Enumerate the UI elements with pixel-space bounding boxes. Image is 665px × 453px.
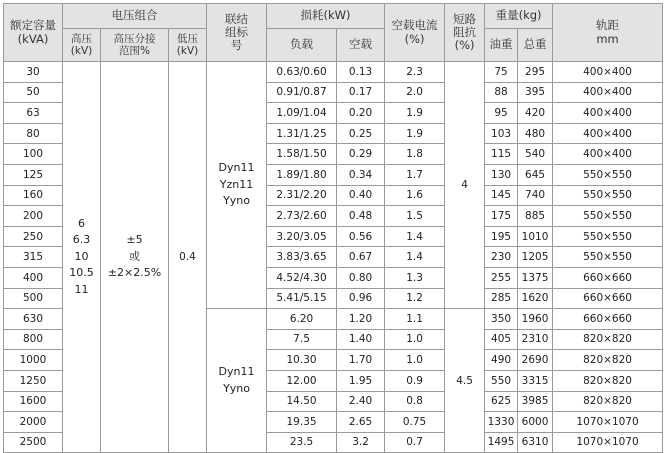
cell-oil-weight: 130 [485, 164, 518, 185]
cell-total-weight: 1010 [518, 226, 553, 247]
cell-gauge: 400×400 [553, 103, 663, 124]
header-tap-range: 高压分接 范围% [101, 29, 169, 62]
cell-noload-loss: 0.20 [337, 103, 385, 124]
cell-noload-current: 1.9 [385, 103, 445, 124]
cell-noload-current: 1.8 [385, 144, 445, 165]
cell-capacity: 1250 [4, 370, 63, 391]
header-voltage-group: 电压组合 [63, 4, 207, 29]
cell-gauge: 660×660 [553, 267, 663, 288]
cell-noload-loss: 0.40 [337, 185, 385, 206]
cell-capacity: 2500 [4, 432, 63, 453]
cell-load-loss: 2.73/2.60 [267, 206, 337, 227]
cell-load-loss: 19.35 [267, 412, 337, 433]
header-loss: 损耗(kW) [267, 4, 385, 29]
cell-noload-current: 1.5 [385, 206, 445, 227]
cell-noload-loss: 1.95 [337, 370, 385, 391]
cell-load-loss: 6.20 [267, 309, 337, 330]
cell-oil-weight: 75 [485, 62, 518, 83]
cell-load-loss: 7.5 [267, 329, 337, 350]
cell-noload-loss: 0.13 [337, 62, 385, 83]
cell-total-weight: 1960 [518, 309, 553, 330]
cell-oil-weight: 1330 [485, 412, 518, 433]
header-capacity: 额定容量 (kVA) [4, 4, 63, 62]
cell-noload-loss: 0.80 [337, 267, 385, 288]
cell-oil-weight: 1495 [485, 432, 518, 453]
cell-oil-weight: 95 [485, 103, 518, 124]
cell-oil-weight: 103 [485, 123, 518, 144]
cell-noload-loss: 0.25 [337, 123, 385, 144]
header-total-weight: 总重 [518, 29, 553, 62]
cell-tap-range: ±5 或 ±2×2.5% [101, 62, 169, 453]
cell-noload-loss: 0.48 [337, 206, 385, 227]
cell-gauge: 550×550 [553, 185, 663, 206]
cell-capacity: 125 [4, 164, 63, 185]
cell-load-loss: 3.20/3.05 [267, 226, 337, 247]
cell-noload-current: 0.75 [385, 412, 445, 433]
cell-capacity: 1000 [4, 350, 63, 371]
transformer-spec-table [3, 3, 663, 453]
table-row [4, 62, 663, 83]
cell-load-loss: 5.41/5.15 [267, 288, 337, 309]
cell-total-weight: 1620 [518, 288, 553, 309]
cell-noload-current: 1.9 [385, 123, 445, 144]
cell-gauge: 550×550 [553, 206, 663, 227]
cell-noload-loss: 0.34 [337, 164, 385, 185]
cell-total-weight: 1205 [518, 247, 553, 268]
cell-capacity: 800 [4, 329, 63, 350]
cell-oil-weight: 405 [485, 329, 518, 350]
cell-total-weight: 1375 [518, 267, 553, 288]
cell-gauge: 400×400 [553, 62, 663, 83]
cell-oil-weight: 550 [485, 370, 518, 391]
cell-capacity: 315 [4, 247, 63, 268]
cell-gauge: 1070×1070 [553, 412, 663, 433]
cell-gauge: 1070×1070 [553, 432, 663, 453]
cell-gauge: 400×400 [553, 123, 663, 144]
cell-oil-weight: 350 [485, 309, 518, 330]
cell-noload-current: 1.0 [385, 350, 445, 371]
header-weight: 重量(kg) [485, 4, 553, 29]
cell-capacity: 630 [4, 309, 63, 330]
cell-total-weight: 395 [518, 82, 553, 103]
cell-oil-weight: 175 [485, 206, 518, 227]
cell-load-loss: 0.63/0.60 [267, 62, 337, 83]
table-header [4, 4, 663, 62]
cell-vector-group-b: Dyn11 Yyno [207, 309, 267, 453]
cell-noload-current: 2.0 [385, 82, 445, 103]
cell-noload-loss: 2.65 [337, 412, 385, 433]
cell-oil-weight: 285 [485, 288, 518, 309]
cell-capacity: 100 [4, 144, 63, 165]
cell-noload-loss: 0.67 [337, 247, 385, 268]
cell-noload-loss: 0.29 [337, 144, 385, 165]
cell-load-loss: 14.50 [267, 391, 337, 412]
cell-noload-current: 0.7 [385, 432, 445, 453]
cell-hv-voltage: 6 6.3 10 10.5 11 [63, 62, 101, 453]
header-load-loss: 负载 [267, 29, 337, 62]
header-noload-loss: 空载 [337, 29, 385, 62]
header-lv: 低压 (kV) [169, 29, 207, 62]
table-body [4, 62, 663, 453]
cell-oil-weight: 88 [485, 82, 518, 103]
cell-noload-current: 1.6 [385, 185, 445, 206]
cell-oil-weight: 230 [485, 247, 518, 268]
cell-total-weight: 295 [518, 62, 553, 83]
cell-noload-current: 1.2 [385, 288, 445, 309]
header-noload-current: 空载电流 (%) [385, 4, 445, 62]
header-vector-group: 联结 组标 号 [207, 4, 267, 62]
cell-oil-weight: 115 [485, 144, 518, 165]
header-oil-weight: 油重 [485, 29, 518, 62]
cell-total-weight: 480 [518, 123, 553, 144]
cell-capacity: 80 [4, 123, 63, 144]
cell-gauge: 820×820 [553, 329, 663, 350]
cell-noload-current: 1.0 [385, 329, 445, 350]
cell-capacity: 160 [4, 185, 63, 206]
cell-gauge: 660×660 [553, 309, 663, 330]
cell-total-weight: 6310 [518, 432, 553, 453]
cell-total-weight: 3985 [518, 391, 553, 412]
cell-capacity: 200 [4, 206, 63, 227]
cell-total-weight: 885 [518, 206, 553, 227]
cell-gauge: 400×400 [553, 82, 663, 103]
cell-oil-weight: 195 [485, 226, 518, 247]
cell-lv-voltage: 0.4 [169, 62, 207, 453]
cell-noload-current: 1.4 [385, 226, 445, 247]
cell-noload-current: 1.7 [385, 164, 445, 185]
cell-gauge: 820×820 [553, 350, 663, 371]
cell-capacity: 250 [4, 226, 63, 247]
cell-total-weight: 420 [518, 103, 553, 124]
cell-capacity: 1600 [4, 391, 63, 412]
cell-total-weight: 3315 [518, 370, 553, 391]
cell-gauge: 660×660 [553, 288, 663, 309]
cell-oil-weight: 145 [485, 185, 518, 206]
cell-noload-current: 1.3 [385, 267, 445, 288]
cell-gauge: 820×820 [553, 391, 663, 412]
header-impedance: 短路 阻抗 (%) [445, 4, 485, 62]
cell-noload-loss: 1.40 [337, 329, 385, 350]
cell-load-loss: 1.58/1.50 [267, 144, 337, 165]
cell-noload-loss: 0.17 [337, 82, 385, 103]
cell-total-weight: 645 [518, 164, 553, 185]
cell-capacity: 50 [4, 82, 63, 103]
cell-gauge: 820×820 [553, 370, 663, 391]
cell-noload-current: 0.8 [385, 391, 445, 412]
cell-noload-loss: 2.40 [337, 391, 385, 412]
cell-oil-weight: 490 [485, 350, 518, 371]
cell-gauge: 550×550 [553, 226, 663, 247]
cell-noload-loss: 1.20 [337, 309, 385, 330]
cell-total-weight: 740 [518, 185, 553, 206]
cell-load-loss: 1.89/1.80 [267, 164, 337, 185]
cell-noload-current: 0.9 [385, 370, 445, 391]
cell-load-loss: 1.31/1.25 [267, 123, 337, 144]
cell-capacity: 63 [4, 103, 63, 124]
cell-gauge: 400×400 [553, 144, 663, 165]
cell-noload-loss: 3.2 [337, 432, 385, 453]
cell-noload-current: 2.3 [385, 62, 445, 83]
cell-oil-weight: 625 [485, 391, 518, 412]
cell-load-loss: 1.09/1.04 [267, 103, 337, 124]
cell-noload-current: 1.1 [385, 309, 445, 330]
cell-noload-loss: 1.70 [337, 350, 385, 371]
cell-gauge: 550×550 [553, 247, 663, 268]
cell-oil-weight: 255 [485, 267, 518, 288]
cell-impedance-a: 4 [445, 62, 485, 309]
cell-load-loss: 23.5 [267, 432, 337, 453]
cell-load-loss: 0.91/0.87 [267, 82, 337, 103]
header-gauge: 轨距 mm [553, 4, 663, 62]
cell-total-weight: 2310 [518, 329, 553, 350]
cell-capacity: 30 [4, 62, 63, 83]
cell-load-loss: 12.00 [267, 370, 337, 391]
cell-total-weight: 540 [518, 144, 553, 165]
cell-noload-current: 1.4 [385, 247, 445, 268]
cell-impedance-b: 4.5 [445, 309, 485, 453]
cell-noload-loss: 0.96 [337, 288, 385, 309]
cell-load-loss: 4.52/4.30 [267, 267, 337, 288]
cell-gauge: 550×550 [553, 164, 663, 185]
header-hv: 高压 (kV) [63, 29, 101, 62]
cell-vector-group-a: Dyn11 Yzn11 Yyno [207, 62, 267, 309]
cell-total-weight: 2690 [518, 350, 553, 371]
cell-load-loss: 10.30 [267, 350, 337, 371]
cell-load-loss: 3.83/3.65 [267, 247, 337, 268]
cell-noload-loss: 0.56 [337, 226, 385, 247]
cell-capacity: 400 [4, 267, 63, 288]
cell-total-weight: 6000 [518, 412, 553, 433]
cell-capacity: 500 [4, 288, 63, 309]
cell-load-loss: 2.31/2.20 [267, 185, 337, 206]
cell-capacity: 2000 [4, 412, 63, 433]
